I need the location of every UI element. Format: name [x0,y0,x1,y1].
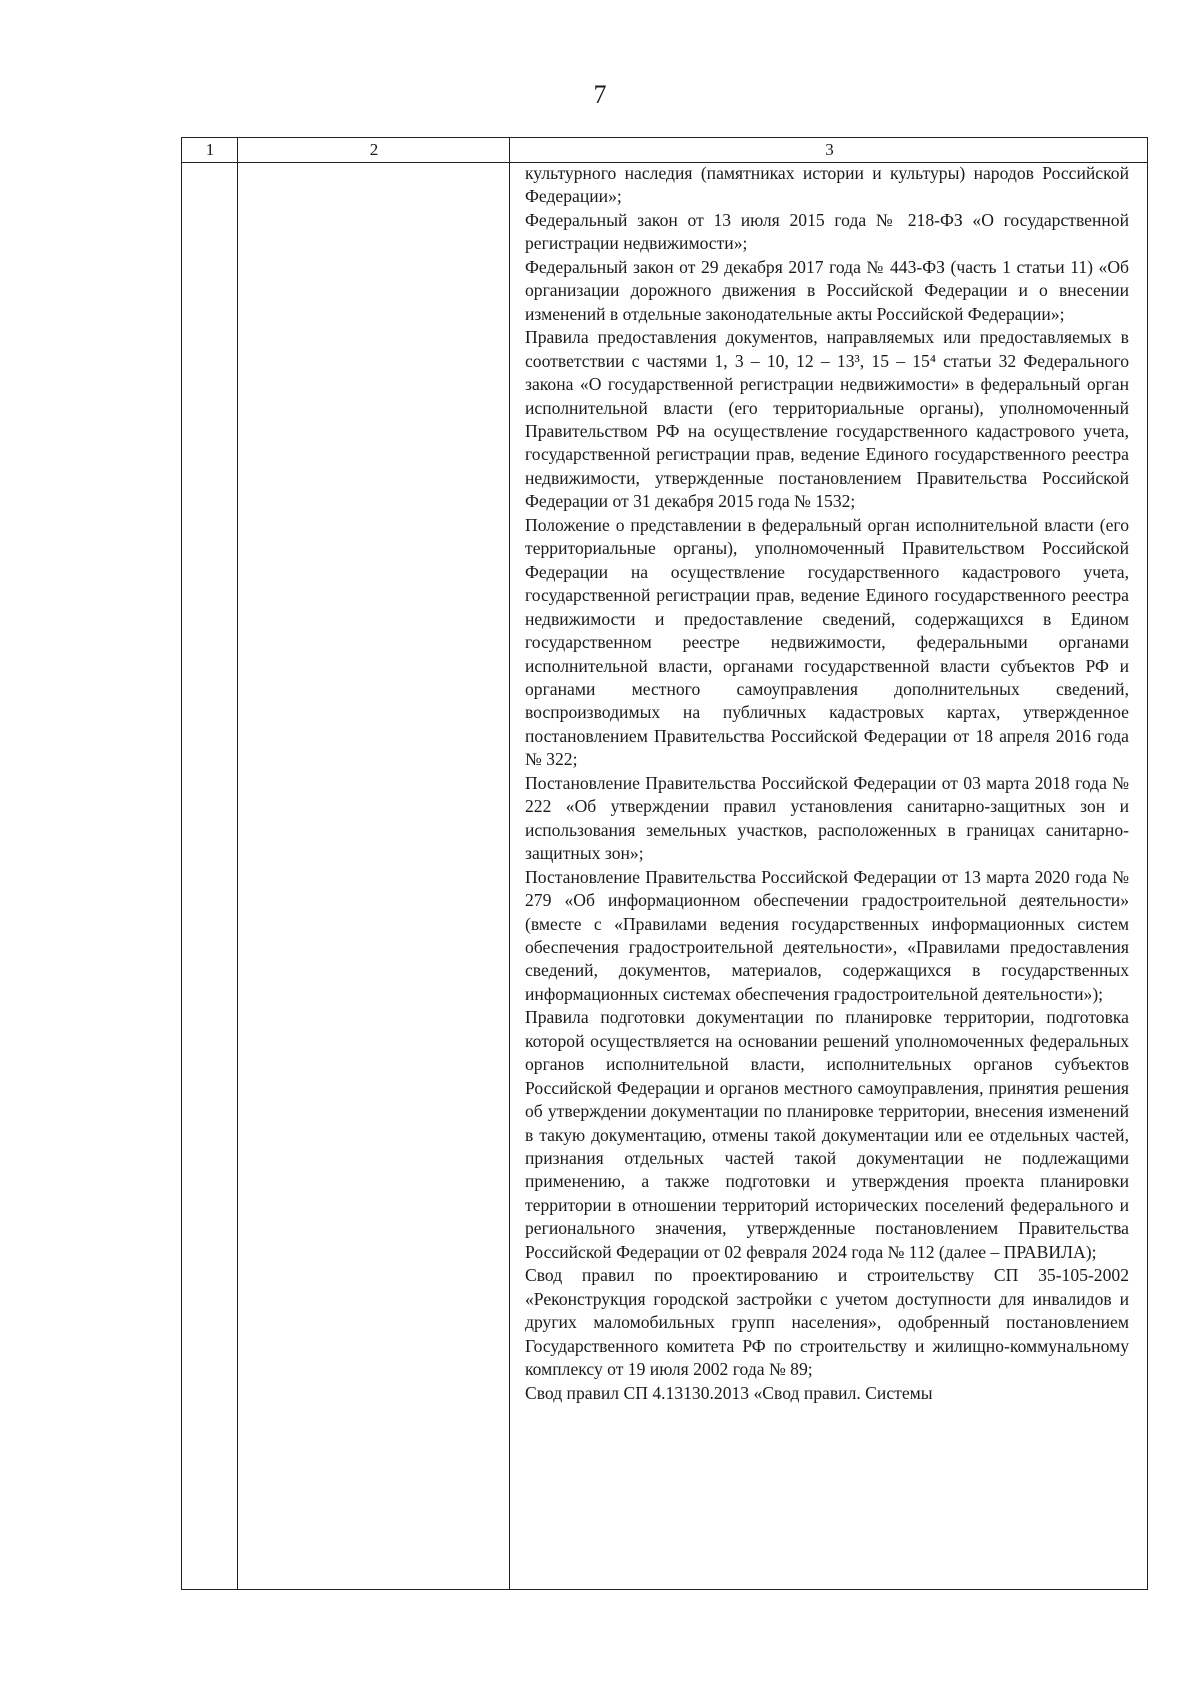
header-cell-3: 3 [825,140,834,159]
list-item: Федеральный закон от 13 июля 2015 года № 218-ФЗ «О государственной регистрации недвижимости»; [525,209,1129,254]
column-divider-2 [509,138,510,1589]
header-cell-2: 2 [369,140,379,159]
list-item: Правила подготовки документации по планировке территории, подготовка которой осуществляется на основании решений уполномоченных федеральных органов исполнительной власти, исполнительных органов субъектов Российской Федерации и органов местного самоуправления, принятия решения об утверждении документации по планировке территории, внесения изменений в такую документацию, отмены такой документации или ее отдельных частей, признания отдельных частей такой документации не подлежащими применению, а также подготовки и утверждения проекта планировки территории в отношении территорий исторических поселений федерального и регионального значения, утвержденные постановлением Правительства Российской Федерации от 02 февраля 2024 года № 112 (далее – ПРАВИЛА); [525,1007,1129,1262]
table-cell-col1 [182,162,237,1589]
header-cell-1: 1 [205,140,215,159]
list-item: Постановление Правительства Российской Федерации от 13 марта 2020 года № 279 «Об информационном обеспечении градостроительной деятельности» (вместе с «Правилами ведения государственных информационных систем обеспечения градостроительной деятельности», «Правилами предоставления сведений, документов, материалов, содержащихся в государственных информационных системах обеспечения градостроительной деятельности»); [525,866,1129,1004]
list-item: культурного наследия (памятниках истории и культуры) народов Российской Федерации»; [525,163,1129,207]
table-cell-col3 [525,162,1129,1405]
list-item: Федеральный закон от 29 декабря 2017 года № 443-ФЗ (часть 1 статьи 11) «Об организации дорожного движения в Российской Федерации и о внесении изменений в отдельные законодательные акты Российской Федерации»; [525,256,1129,324]
list-item: Свод правил по проектированию и строительству СП 35-105-2002 «Реконструкция городской застройки с учетом доступности для инвалидов и других маломобильных групп населения», одобренный постановлением Государственного комитета РФ по строительству и жилищно-коммунальному комплексу от 19 июля 2002 года № 89; [525,1265,1129,1380]
list-item: Положение о представлении в федеральный орган исполнительной власти (его территориальные органы), уполномоченный Правительством Российской Федерации на осуществление государственного кадастрового учета, государственной регистрации прав, ведение Единого государственного реестра недвижимости и предоставление сведений, содержащихся в Едином государственном реестре недвижимости, федеральными органами исполнительной власти, органами государственной власти субъектов РФ и органами местного самоуправления дополнительных сведений, воспроизводимых на публичных кадастровых картах, утвержденное постановлением Правительства Российской Федерации от 18 апреля 2016 года № 322; [525,514,1129,770]
list-item: Свод правил СП 4.13130.2013 «Свод правил. Системы [525,1382,933,1403]
table-cell-col2 [238,162,509,1589]
page-number: 7 [593,80,607,109]
document-table [181,137,1148,1590]
list-item: Постановление Правительства Российской Федерации от 03 марта 2018 года № 222 «Об утверждении правил установления санитарно-защитных зон и использования земельных участков, расположенных в границах санитарно-защитных зон»; [525,772,1129,864]
list-item: Правила предоставления документов, направляемых или предоставляемых в соответствии с частями 1, 3 – 10, 12 – 13³, 15 – 15⁴ статьи 32 Федерального закона «О государственной регистрации недвижимости» в федеральный орган исполнительной власти (его территориальные органы), уполномоченный Правительством РФ на осуществление государственного кадастрового учета, государственной регистрации прав, ведение Единого государственного реестра недвижимости, утвержденные постановлением Правительства Российской Федерации от 31 декабря 2015 года № 1532; [525,327,1129,512]
table-header-row [182,138,1147,163]
